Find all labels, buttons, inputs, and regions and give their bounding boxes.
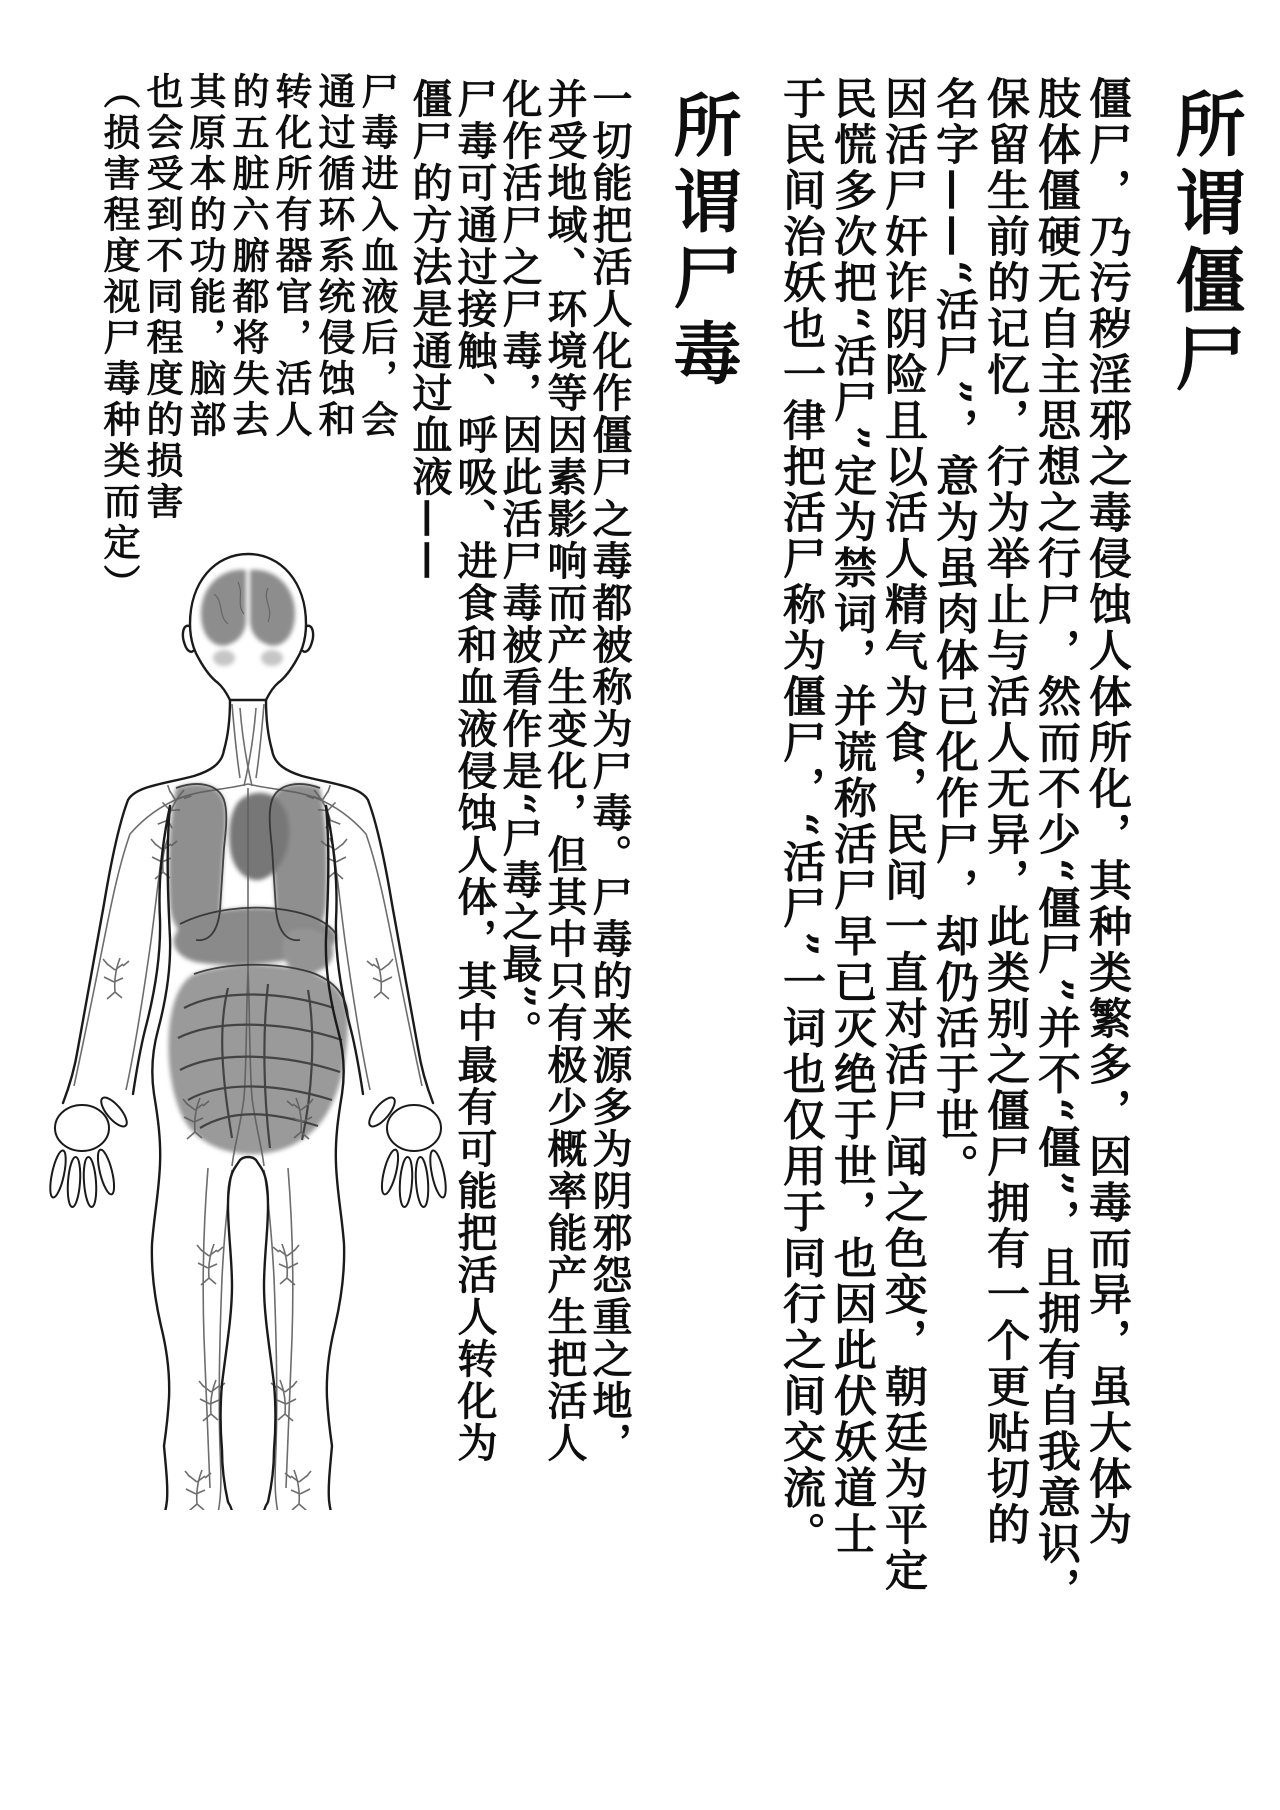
shidu-column-5: 僵尸的方法是通过血液—— <box>406 78 453 582</box>
shidu-column-1: 一切能把活人化作僵尸之毒都被称为尸毒。尸毒的来源多为阴邪怨重之地， <box>586 78 633 1464</box>
jiangshi-column-1: 僵尸，乃污秽淫邪之毒侵蚀人体所化，其种类繁多，因毒而异，虽大体为 <box>1082 76 1132 1548</box>
jiangshi-column-7: 于民间治妖也一律把活尸称为僵尸，“活尸”一词也仅用于同行之间交流。 <box>776 76 826 1558</box>
xueye-column-7: （损害程度视尸毒种类而定） <box>97 72 141 605</box>
section-jiangshi-title: 所谓僵尸 <box>1164 88 1247 400</box>
xueye-column-6: 也会受到不同程度的损害 <box>140 72 184 523</box>
jiangshi-column-6: 民慌多次把“活尸”定为禁词，并谎称活尸早已灭绝于世，也因此伏妖道士 <box>827 76 877 1558</box>
shidu-column-4: 尸毒可通过接触、呼吸、进食和血液侵蚀人体，其中最有可能把活人转化为 <box>451 78 498 1464</box>
xueye-column-5: 其原本的功能，脑部 <box>183 72 227 441</box>
xueye-column-4: 的五脏六腑都将失去 <box>226 72 270 441</box>
xueye-column-1: 尸毒进入血液后，会 <box>355 72 399 441</box>
jiangshi-column-4: 名字——“活尸”，意为虽肉体已化作尸，却仍活于世。 <box>929 76 979 1190</box>
anatomy-figure <box>18 538 470 1510</box>
shidu-column-2: 并受地域、环境等因素影响而产生变化，但其中只有极少概率能产生把活人 <box>541 78 588 1464</box>
anatomy-figure-svg <box>18 538 470 1510</box>
section-jiangshi <box>775 76 1248 1716</box>
xueye-column-2: 通过循环系统侵蚀和 <box>312 72 356 441</box>
jiangshi-column-3: 保留生前的记忆，行为举止与活人无异，此类别之僵尸拥有一个更贴切的 <box>980 76 1030 1548</box>
shidu-column-3: 化作活尸之尸毒，因此活尸毒被看作是“尸毒之最”。 <box>496 78 543 1053</box>
section-shidu-title: 所谓尸毒 <box>662 90 742 394</box>
jiangshi-column-5: 因活尸奸诈阴险且以活人精气为食，民间一直对活尸闻之色变，朝廷为平定 <box>878 76 928 1594</box>
jiangshi-column-2: 肢体僵硬无自主思想之行尸，然而不少“僵尸”并不“僵”，且拥有自我意识， <box>1031 76 1081 1613</box>
xueye-column-3: 转化所有器官，活人 <box>269 72 313 441</box>
